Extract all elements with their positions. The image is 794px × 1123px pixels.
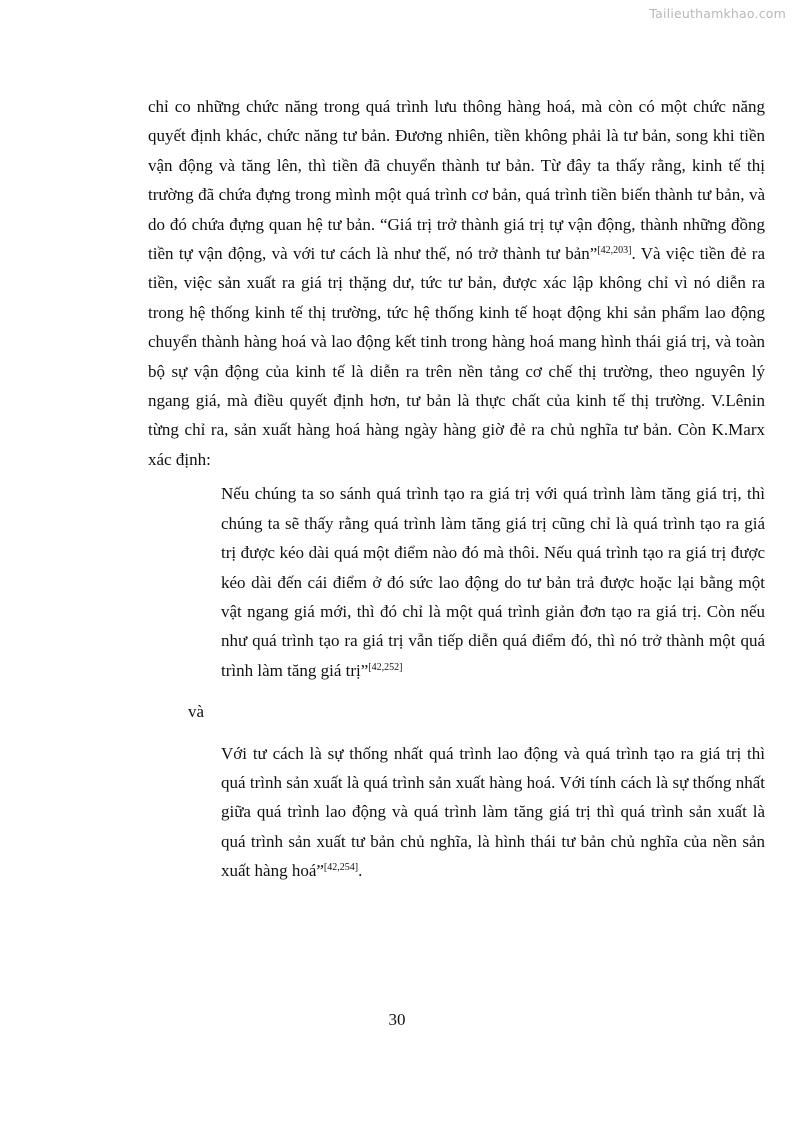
paragraph-1 [148,92,765,474]
block-quote-2-text: Với tư cách là sự thống nhất quá trình lao động và quá trình tạo ra giá trị thì quá trình sản xuất là quá trình sản xuất hàng hoá. Với tính cách là sự thống nhất giữa quá trình lao động và quá trình làm tăng giá trị thì quá trình sản xuất là quá trình sản xuất tư bản chủ nghĩa, là hình thái tư bản chủ nghĩa của nền sản xuất hàng hoá” [221,743,765,881]
citation-42-254: [42,254] [323,862,359,874]
page-number: 30 [388,1010,406,1029]
paragraph-1-text-a: chỉ co những chức năng trong quá trình lưu thông hàng hoá, mà còn có một chức năng quyết định khác, chức năng tư bản. Đương nhiên, tiền không phải là tư bản, song khi tiền vận động và tăng lên, thì tiền đã chuyển thành tư bản. Từ đây ta thấy rằng, kinh tế thị trường đã chứa đựng trong mình một quá trình cơ bản, quá trình tiền biến thành tư bản, và do đó chứa đựng quan hệ tư bản. “Giá trị trở thành giá trị tự vận động, thành những đồng tiền tự vận động, và với tư cách là như thế, nó trở thành tư bản” [148,97,765,264]
connector-text: và [188,702,205,722]
paragraph-1-text-b: . Và việc tiền đẻ ra tiền, việc sản xuất ra giá trị thặng dư, tức tư bản, được xác lập không chỉ vì nó diễn ra trong hệ thống kinh tế thị trường, tức hệ thống kinh tế hoạt động khi sản phẩm lao động chuyển thành hàng hoá và lao động kết tinh trong hàng hoá mang hình thái giá trị, và toàn bộ sự vận động của kinh tế là diễn ra trên nền tảng cơ chế thị trường, theo nguyên lý ngang giá, mà điều quyết định hơn, tư bản là thực chất của kinh tế thị trường. V.Lênin từng chỉ ra, sản xuất hàng hoá hàng ngày hàng giờ đẻ ra chủ nghĩa tư bản. Còn K.Marx xác định: [148,244,765,469]
citation-42-252: [42,252] [368,661,403,673]
document-body [148,92,765,886]
watermark: Tailieuthamkhao.com [649,6,786,21]
block-quote-1 [221,479,765,685]
block-quote-2-tail: . [358,861,363,881]
block-quote-1-text: Nếu chúng ta so sánh quá trình tạo ra giá trị với quá trình làm tăng giá trị, thì chúng ta sẽ thấy rằng quá trình làm tăng giá trị cũng chỉ là quá trình tạo ra giá trị được kéo dài quá một điểm nào đó mà thôi. Nếu quá trình tạo ra giá trị được kéo dài đến cái điểm ở đó sức lao động do tư bản trả được hoặc lại bằng một vật ngang giá mới, thì đó chỉ là một quá trình giản đơn tạo ra giá trị. Còn nếu như quá trình tạo ra giá trị vẫn tiếp diễn quá điểm đó, thì nó trở thành một quá trình làm tăng giá trị” [221,484,765,680]
citation-42-203: [42,203] [597,245,632,257]
block-quote-2 [221,739,765,886]
